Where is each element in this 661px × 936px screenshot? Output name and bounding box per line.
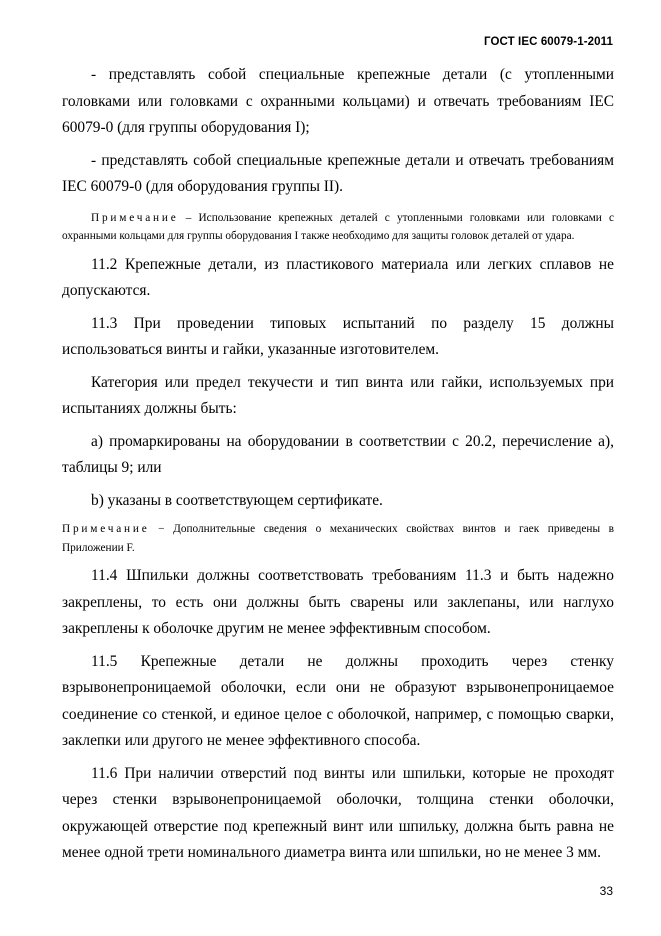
note (62, 209, 614, 246)
paragraph: 11.2 Крепежные детали, из пластикового материала или легких сплавов не допускаются. (62, 255, 614, 299)
note-label: Примечание (62, 523, 150, 535)
note-text: Использование крепежных деталей с утопленными головками или головками с охранными кольцами для группы оборудования I также необходимо для защиты головок деталей от удара. (62, 211, 614, 242)
note-dash: − (149, 523, 174, 535)
paragraph: - представлять собой специальные крепежные детали (с утопленными головками или головками с охранными кольцами) и отвечать требованиям IEC 60079-0 (для группы оборудования I); (62, 66, 614, 136)
paragraph: 11.4 Шпильки должны соответствовать требованиям 11.3 и быть надежно закреплены, то есть они должны быть сварены или заклепаны, или наглухо закреплены к оболочке другим не менее эффективным способом. (62, 567, 614, 637)
paragraph: a) промаркированы на оборудовании в соответствии с 20.2, перечисление а), таблицы 9; или (62, 432, 614, 476)
document-header: ГОСТ IEC 60079-1-2011 (484, 36, 613, 48)
note-text: Дополнительные сведения о механических свойствах винтов и гаек приведены в Приложении F. (62, 523, 614, 554)
paragraph: b) указаны в соответствующем сертификате. (91, 491, 383, 509)
paragraph: 11.6 При наличии отверстий под винты или шпильки, которые не проходят через стенки взрывонепроницаемой оболочки, толщина стенки оболочки, окружающей отверстие под крепежный винт или шпильку, должна быть равна не менее одной трети номинального диаметра винта или шпильки, но не менее 3 мм. (62, 764, 614, 861)
note-dash: – (178, 211, 199, 224)
page-body (62, 62, 614, 873)
paragraph: - представлять собой специальные крепежные детали и отвечать требованиям IEC 60079-0 (для оборудования группы II). (62, 151, 614, 195)
paragraph: Категория или предел текучести и тип винта или гайки, используемых при испытаниях должны быть: (62, 373, 614, 417)
page-number: 33 (599, 884, 613, 898)
note-label: Примечание (91, 211, 179, 224)
paragraph: 11.3 При проведении типовых испытаний по разделу 15 должны использоваться винты и гайки, указанные изготовителем. (62, 314, 614, 358)
paragraph: 11.5 Крепежные детали не должны проходить через стенку взрывонепроницаемой оболочки, если они не образуют взрывонепроницаемое соединение со стенкой, и единое целое с оболочкой, например, с помощью сварки, заклепки или другого не менее эффективного способа. (62, 652, 614, 749)
note (62, 520, 614, 557)
